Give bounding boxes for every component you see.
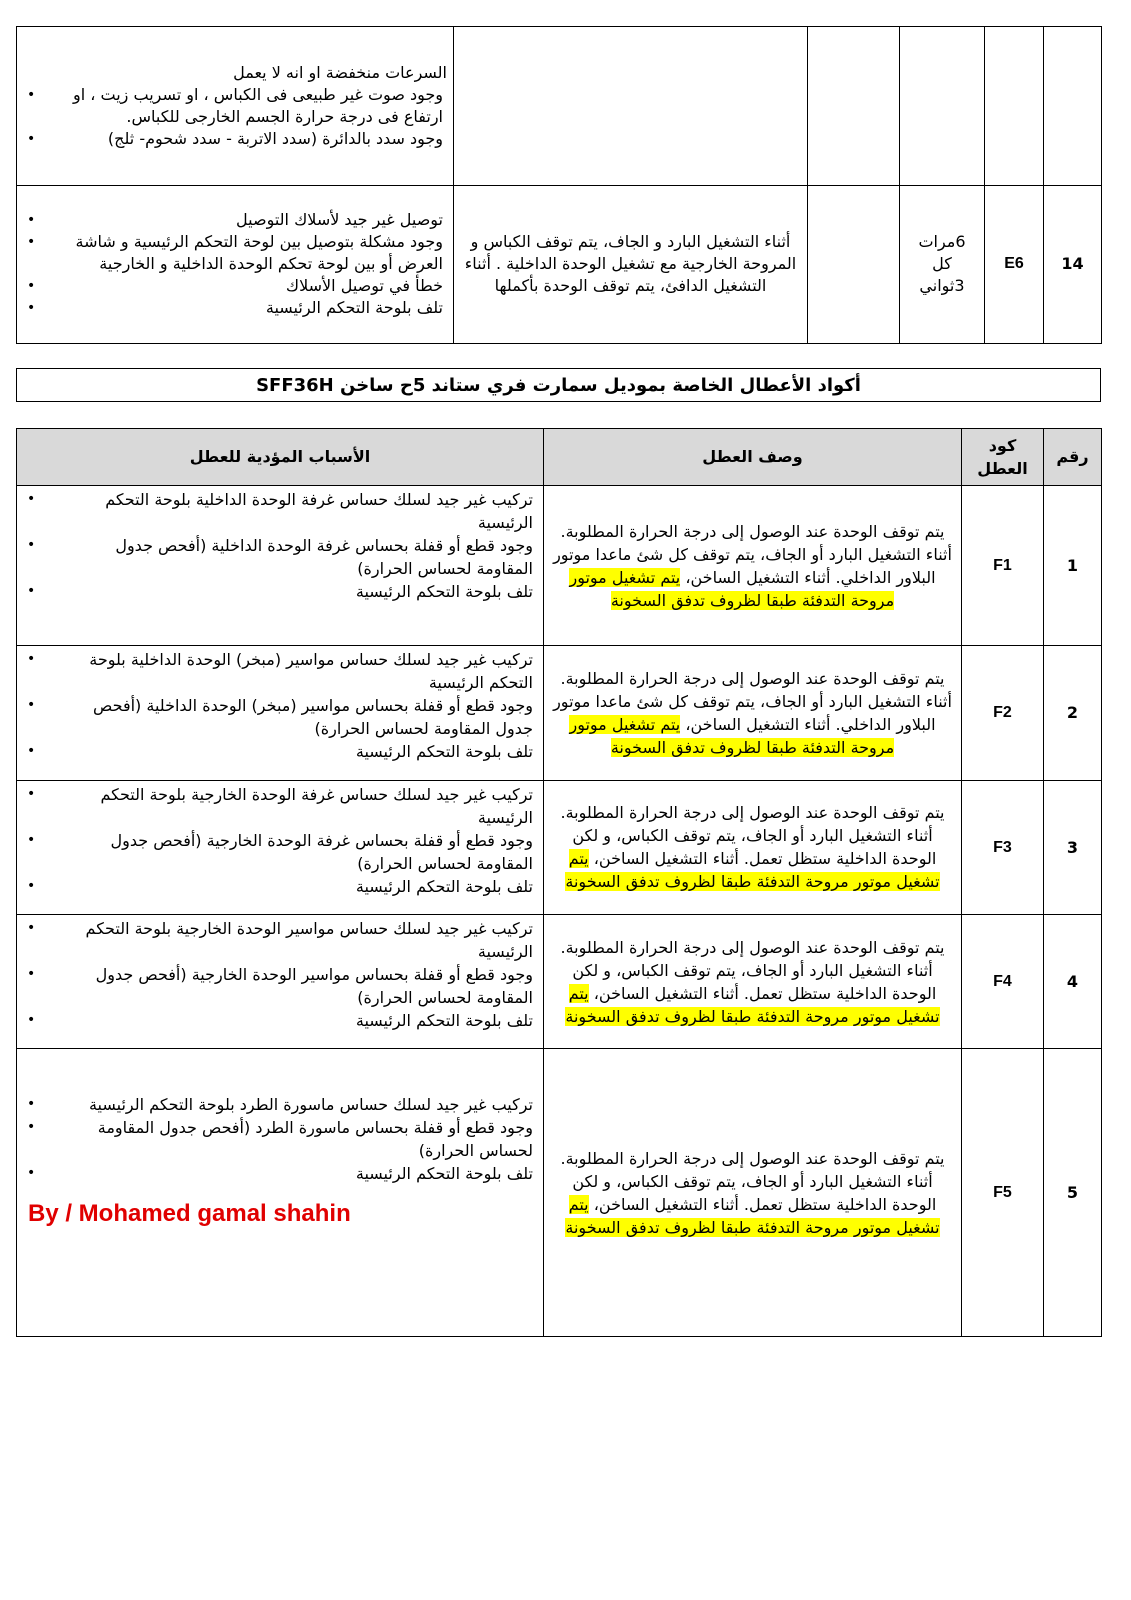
list-item: تلف بلوحة التحكم الرئيسية • [57, 580, 537, 603]
header-code: كود العطل [962, 429, 1044, 486]
row-number: 3 [1044, 780, 1102, 914]
section-title: أكواد الأعطال الخاصة بموديل سمارت فري ستاند 5ح ساخن SFF36H [16, 368, 1101, 402]
fault-code: F2 [962, 646, 1044, 780]
fault-description [544, 915, 962, 1049]
list-item: وجود قطع أو قفلة بحساس مواسير الوحدة الخارجية (أفحص جدول المقاومة لحساس الحرارة) • [57, 963, 537, 1009]
cell-causes [17, 915, 544, 1049]
causes-list [23, 917, 537, 1032]
list-item: وجود صوت غير طبيعى فى الكباس ، او تسريب زيت ، او ارتفاع فى درجة حرارة الجسم الخارجى للكباس. • [57, 84, 447, 128]
table-row [17, 1049, 1102, 1337]
fault-code: E6 [985, 185, 1044, 344]
row-number: 4 [1044, 915, 1102, 1049]
list-item: تركيب غير جيد لسلك حساس مواسير الوحدة الخارجية بلوحة التحكم الرئيسية • [57, 917, 537, 963]
header-causes: الأسباب المؤدية للعطل [17, 429, 544, 486]
continued-fault-table [16, 26, 1102, 344]
list-item: وجود سدد بالدائرة (سدد الاتربة - سدد شحوم- ثلج) • [57, 128, 447, 150]
list-item: تركيب غير جيد لسلك حساس غرفة الوحدة الخارجية بلوحة التحكم الرئيسية • [57, 783, 537, 829]
list-item: توصيل غير جيد لأسلاك التوصيل • [57, 209, 447, 231]
list-item: تركيب غير جيد لسلك حساس غرفة الوحدة الداخلية بلوحة التحكم الرئيسية • [57, 488, 537, 534]
description-text: يتم توقف الوحدة عند الوصول إلى درجة الحرارة المطلوبة. أثناء التشغيل البارد أو الجاف، يتم توقف الكباس، و لكن الوحدة الداخلية ستظل تعمل. أثناء التشغيل الساخن، [560, 937, 945, 1003]
row-number: 1 [1044, 485, 1102, 645]
cell-description [454, 27, 808, 186]
list-item: تلف بلوحة التحكم الرئيسية • [57, 297, 447, 319]
fault-description [544, 780, 962, 914]
row-number: 14 [1044, 185, 1102, 344]
timing-line: 3ثواني [919, 276, 965, 296]
list-item: تلف بلوحة التحكم الرئيسية • [57, 1162, 537, 1185]
fault-description [544, 646, 962, 780]
timing-line: كل [932, 254, 952, 274]
cell-empty [808, 185, 900, 344]
fault-description [544, 1049, 962, 1337]
list-item: تلف بلوحة التحكم الرئيسية • [57, 740, 537, 763]
description-highlight: يتم تشغيل موتور مروحة التدفئة طبقا لظروف تدفق السخونة [565, 1194, 940, 1237]
causes-list [23, 84, 447, 150]
description-highlight: يتم تشغيل موتور مروحة التدفئة طبقا لظروف تدفق السخونة [565, 983, 940, 1026]
fault-description: أثناء التشغيل البارد و الجاف، يتم توقف الكباس و المروحة الخارجية مع تشغيل الوحدة الداخلية . أثناء التشغيل الدافئ، يتم توقف الوحدة بأكملها [454, 185, 808, 344]
cell-empty [808, 27, 900, 186]
fault-code: F1 [962, 485, 1044, 645]
description-text: يتم توقف الوحدة عند الوصول إلى درجة الحرارة المطلوبة. أثناء التشغيل البارد أو الجاف، يتم توقف كل شئ ماعدا موتور البلاور الداخلي. أثناء التشغيل الساخن، [553, 668, 952, 734]
table-row [17, 915, 1102, 1049]
description-highlight: يتم تشغيل موتور مروحة التدفئة طبقا لظروف تدفق السخونة [569, 567, 895, 610]
causes-list [23, 648, 537, 763]
cell-causes [17, 185, 454, 344]
causes-list [23, 1093, 537, 1185]
list-item: وجود مشكلة بتوصيل بين لوحة التحكم الرئيسية و شاشة العرض أو بين لوحة تحكم الوحدة الداخلية و الخارجية • [57, 231, 447, 275]
timing-line: 6مرات [918, 232, 966, 252]
table-header-row [17, 429, 1102, 486]
table-row [17, 485, 1102, 645]
author-signature: By / Mohamed gamal shahin [28, 1200, 351, 1227]
fault-code: F3 [962, 780, 1044, 914]
list-item: وجود قطع أو قفلة بحساس مواسير (مبخر) الوحدة الداخلية (أفحص جدول المقاومة لحساس الحرارة) • [57, 694, 537, 740]
table-row [17, 646, 1102, 780]
list-item: تركيب غير جيد لسلك حساس مواسير (مبخر) الوحدة الداخلية بلوحة التحكم الرئيسية • [57, 648, 537, 694]
table-row [17, 27, 1102, 186]
description-highlight: يتم تشغيل موتور مروحة التدفئة طبقا لظروف تدفق السخونة [565, 849, 940, 892]
cell-causes [17, 485, 544, 645]
row-number: 2 [1044, 646, 1102, 780]
list-item: تركيب غير جيد لسلك حساس ماسورة الطرد بلوحة التحكم الرئيسية • [57, 1093, 537, 1116]
cell-timing [900, 27, 985, 186]
list-item: وجود قطع أو قفلة بحساس ماسورة الطرد (أفحص جدول المقاومة لحساس الحرارة) • [57, 1116, 537, 1162]
list-item: وجود قطع أو قفلة بحساس غرفة الوحدة الخارجية (أفحص جدول المقاومة لحساس الحرارة) • [57, 829, 537, 875]
cell-causes [17, 27, 454, 186]
cell-num [1044, 27, 1102, 186]
description-text: يتم توقف الوحدة عند الوصول إلى درجة الحرارة المطلوبة. أثناء التشغيل البارد أو الجاف، يتم توقف كل شئ ماعدا موتور البلاور الداخلي. أثناء التشغيل الساخن، [553, 521, 952, 587]
fault-code: F4 [962, 915, 1044, 1049]
description-text: يتم توقف الوحدة عند الوصول إلى درجة الحرارة المطلوبة. أثناء التشغيل البارد أو الجاف، يتم توقف الكباس، و لكن الوحدة الداخلية ستظل تعمل. أثناء التشغيل الساخن، [560, 1148, 945, 1214]
list-item: خطأ في توصيل الأسلاك • [57, 275, 447, 297]
row-number: 5 [1044, 1049, 1102, 1337]
causes-list [23, 209, 447, 319]
header-num: رقم [1044, 429, 1102, 486]
causes-list [23, 783, 537, 898]
table-row [17, 780, 1102, 914]
list-item: تلف بلوحة التحكم الرئيسية • [57, 875, 537, 898]
cell-causes [17, 646, 544, 780]
cell-code [985, 27, 1044, 186]
causes-list [23, 488, 537, 603]
fault-description [544, 485, 962, 645]
header-description: وصف العطل [544, 429, 962, 486]
table-row [17, 185, 1102, 344]
cell-causes [17, 1049, 544, 1337]
description-highlight: يتم تشغيل موتور مروحة التدفئة طبقا لظروف تدفق السخونة [569, 714, 895, 757]
fault-code: F5 [962, 1049, 1044, 1337]
timing-cell [900, 185, 985, 344]
list-item: وجود قطع أو قفلة بحساس غرفة الوحدة الداخلية (أفحص جدول المقاومة لحساس الحرارة) • [57, 534, 537, 580]
cell-causes [17, 780, 544, 914]
list-item: تلف بلوحة التحكم الرئيسية • [57, 1009, 537, 1032]
cause-lead: السرعات منخفضة او انه لا يعمل [233, 62, 447, 82]
description-text: يتم توقف الوحدة عند الوصول إلى درجة الحرارة المطلوبة. أثناء التشغيل البارد أو الجاف، يتم توقف الكباس، و لكن الوحدة الداخلية ستظل تعمل. أثناء التشغيل الساخن، [560, 803, 945, 869]
